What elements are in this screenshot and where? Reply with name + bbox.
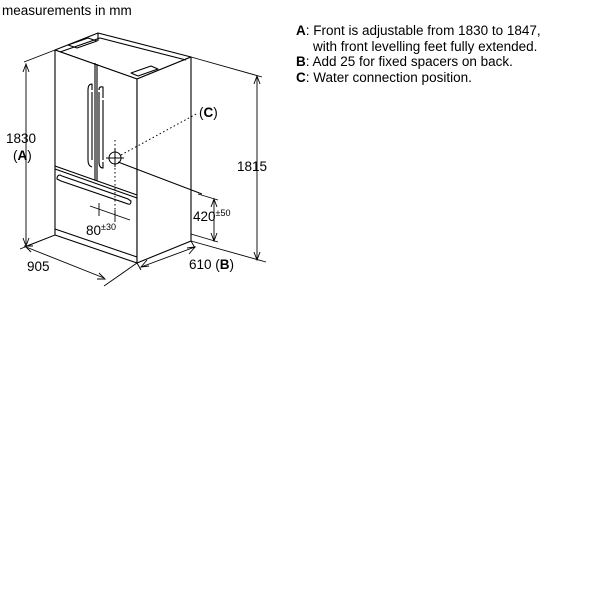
note-a: A: Front is adjustable from 1830 to 1847, [296, 23, 541, 38]
water-height-label: $420^{\pm 50}$ [193, 208, 231, 224]
width-value: 905 [27, 259, 50, 274]
note-a-continuation: with front levelling feet fully extended. [313, 38, 538, 54]
height-front-value: 1830 [6, 131, 37, 146]
depth-label: 610 (B) [189, 257, 235, 272]
note-c: C: Water connection position. [296, 69, 472, 85]
fridge-side-face [137, 57, 191, 263]
notes-block [296, 23, 541, 85]
height-front-marker: (A) [13, 148, 32, 163]
fridge-outline [55, 33, 191, 263]
water-offset-label: $80^{\pm 30}$ [86, 222, 116, 238]
units-label: measurements in mm [2, 3, 132, 18]
height-back-value: 1815 [237, 159, 268, 174]
water-marker-label: (C) [199, 105, 218, 120]
note-b: B: Add 25 for fixed spacers on back. [296, 54, 513, 69]
